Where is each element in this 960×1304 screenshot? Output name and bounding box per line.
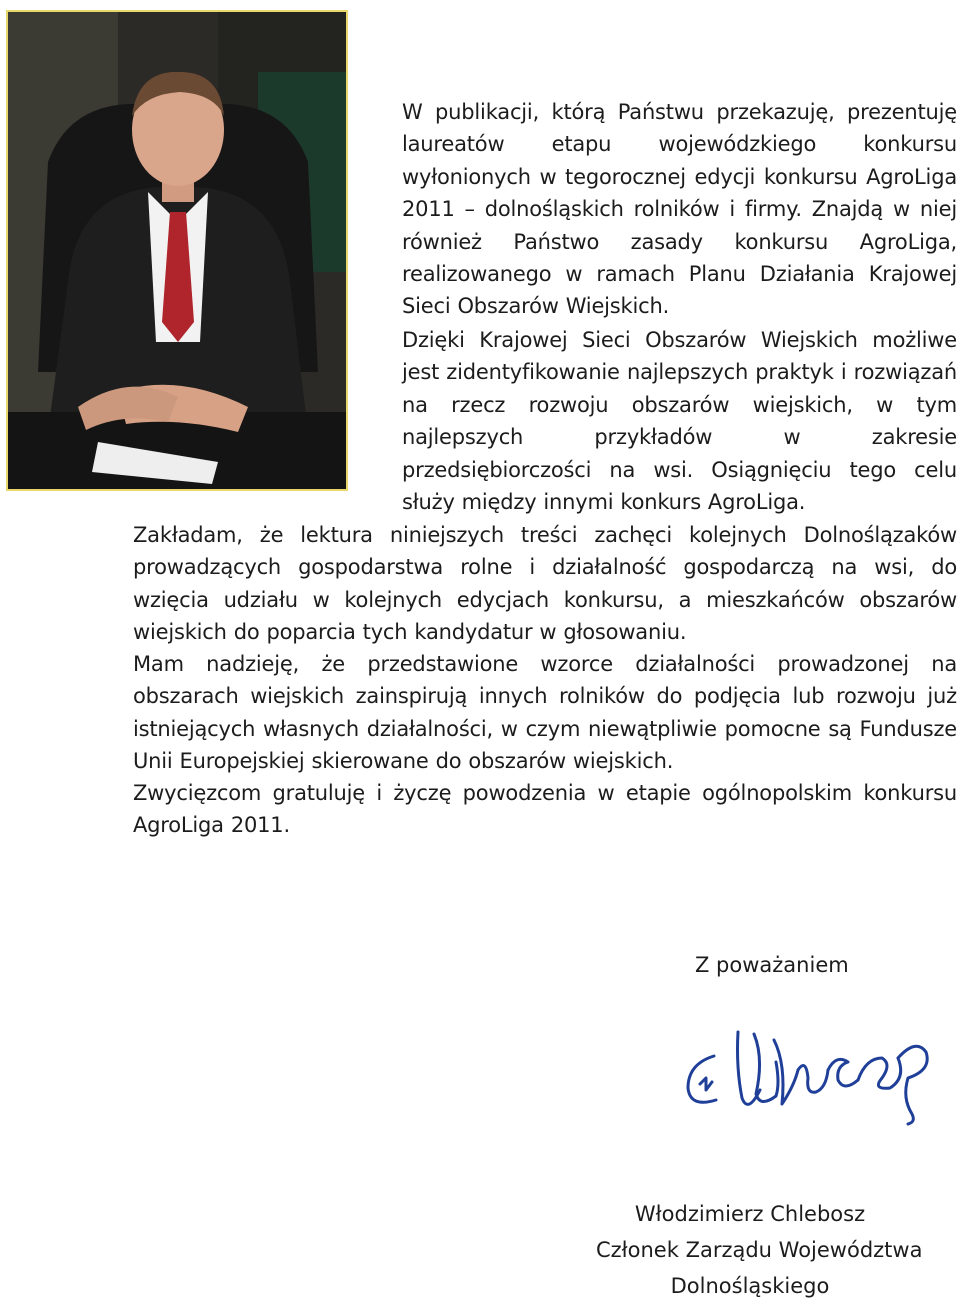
closing-salutation: Z poważaniem [695, 953, 849, 977]
letter-paragraph: Dzięki Krajowej Sieci Obszarów Wiejskich możliwe jest zidentyfikowanie najlepszych praktyk i rozwiązań na rzecz rozwoju obszarów wiejskich, w tym najlepszych przykładów w zakresie przedsiębiorczości na wsi. Osiągnięciu tego celu służy między innymi konkurs AgroLiga. [402, 328, 957, 515]
signer-block [596, 1196, 923, 1304]
portrait-illustration [8, 12, 346, 489]
letter-paragraph: Mam nadzieję, że przedstawione wzorce działalności prowadzonej na obszarach wiejskich zainspirują innych rolników do podjęcia lub rozwoju już istniejących własnych działalności, w czym niewątpliwie pomocne są Fundusze Unii Europejskiej skierowane do obszarów wiejskich. [133, 652, 957, 774]
letter-paragraph: Zakładam, że lektura niniejszych treści zachęci kolejnych Dolnoślązaków prowadzących gospodarstwa rolne i działalność gospodarczą na wsi, do wzięcia udziału w kolejnych edycjach konkursu, a mieszkańców obszarów wiejskich do poparcia tych kandydatur w głosowaniu. [133, 523, 957, 645]
letter-paragraph: W publikacji, którą Państwu przekazuję, prezentuję laureatów etapu wojewódzkiego konkursu wyłonionych w tegorocznej edycji konkursu AgroLiga 2011 – dolnośląskich rolników i firmy. Znajdą w niej również Państwo zasady konkursu AgroLiga, realizowanego w ramach Planu Działania Krajowej Sieci Obszarów Wiejskich. [402, 100, 957, 319]
signer-title: Członek Zarządu Województwa [596, 1238, 923, 1262]
portrait-photo [6, 10, 348, 491]
signature-drawing [676, 1018, 946, 1128]
letter-paragraph: Zwycięzcom gratuluję i życzę powodzenia w etapie ogólnopolskim konkursu AgroLiga 2011. [133, 781, 957, 838]
signer-region: Dolnośląskiego [670, 1274, 830, 1298]
handwritten-signature [676, 1018, 946, 1128]
signer-name: Włodzimierz Chlebosz [634, 1202, 866, 1226]
